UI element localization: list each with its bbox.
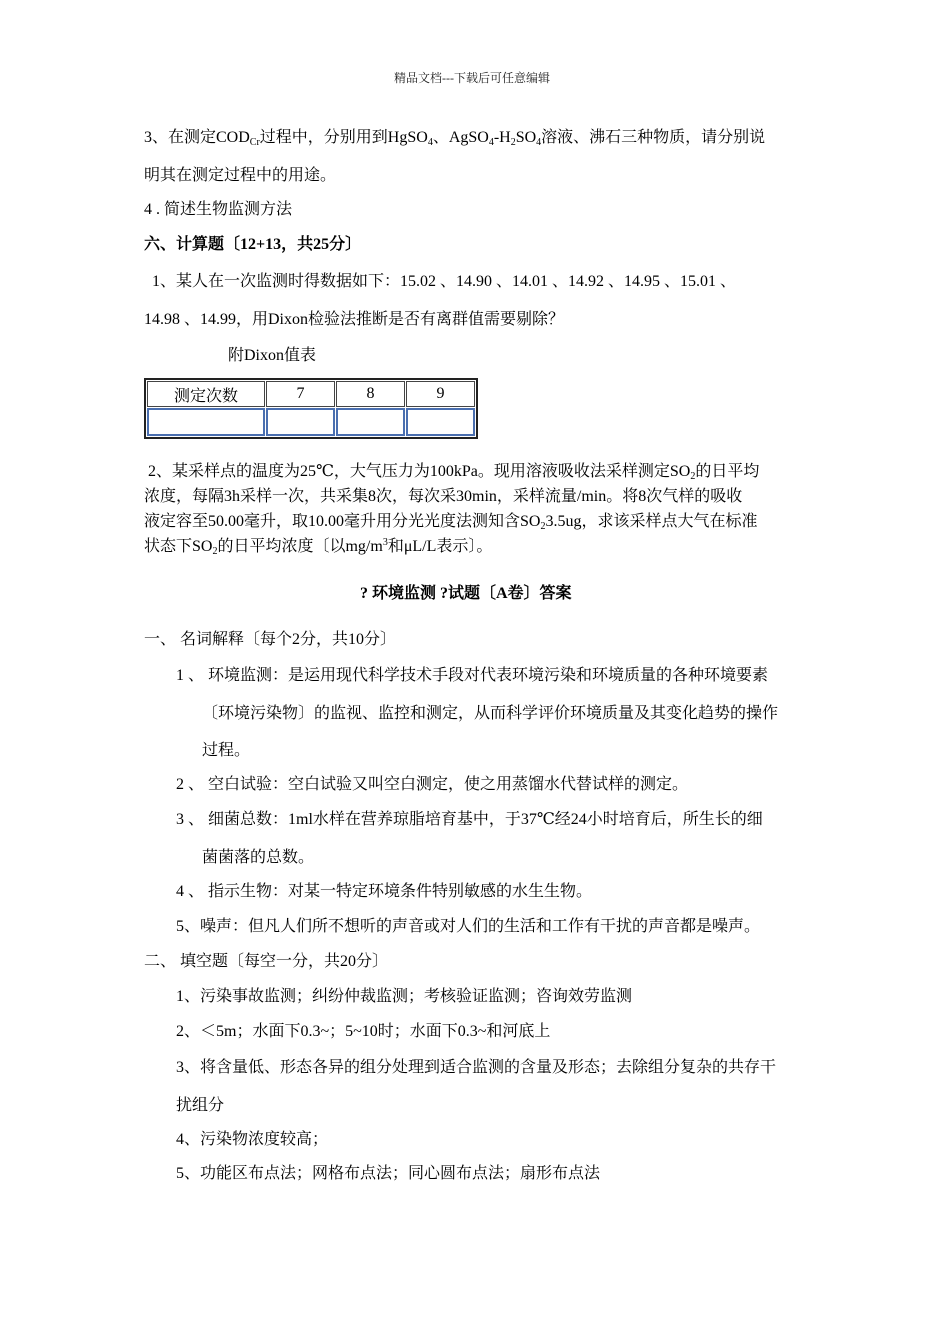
calc-2-l3-b: 3.5ug，求该采样点大气在标准 bbox=[545, 513, 758, 530]
dixon-empty-cell bbox=[406, 408, 475, 436]
answer-section-1-heading: 一、 名词解释〔每个2分，共10分〕 bbox=[144, 631, 397, 648]
calc-2-l4-c: 和μL/L表示〕。 bbox=[387, 538, 493, 555]
dixon-cell-label: 测定次数 bbox=[147, 381, 265, 407]
dixon-table-caption: 附Dixon值表 bbox=[228, 347, 317, 364]
answer-2-item-3-line-1: 3、将含量低、形态各异的组分处理到适合监测的含量及形态；去除组分复杂的共存干 bbox=[176, 1059, 777, 1076]
answer-1-item-3-line-2: 菌菌落的总数。 bbox=[202, 849, 315, 866]
answer-1-item-3-line-1: 3 、 细菌总数：1ml水样在营养琼脂培育基中，于37℃经24小时培育后，所生长的细 bbox=[176, 811, 763, 828]
calc-2-l4-sub: 2 bbox=[212, 546, 218, 557]
answer-title: ? 环境监测 ?试题〔A卷〕答案 bbox=[360, 585, 572, 602]
page-header-watermark: 精品文档---下载后可任意编辑 bbox=[394, 71, 550, 85]
section-6-heading: 六、计算题〔12+13，共25分〕 bbox=[144, 236, 362, 253]
answer-2-item-1: 1、污染事故监测；纠纷仲裁监测；考核验证监测；咨询效劳监测 bbox=[176, 988, 633, 1005]
dixon-empty-cell bbox=[266, 408, 335, 436]
question-3-line-2: 明其在测定过程中的用途。 bbox=[144, 167, 337, 184]
answer-2-item-5: 5、功能区布点法；网格布点法；同心圆布点法；扇形布点法 bbox=[176, 1165, 601, 1182]
answer-2-item-4: 4、污染物浓度较高； bbox=[176, 1131, 329, 1148]
dixon-table-header-row bbox=[147, 381, 475, 407]
question-4: 4 . 简述生物监测方法 bbox=[144, 201, 293, 218]
answer-2-item-2: 2、＜5m；水面下0.3~；5~10时；水面下0.3~和河底上 bbox=[176, 1023, 551, 1040]
dixon-cell-8: 8 bbox=[336, 381, 405, 407]
calc-2-line-4 bbox=[144, 537, 492, 557]
calc-2-l4-a: 状态下SO bbox=[144, 538, 213, 555]
calc-1-line-1: 1、某人在一次监测时得数据如下：15.02 、14.90 、14.01 、14.92 、14.95 、15.01 、 bbox=[152, 273, 737, 290]
answer-1-item-1-line-1: 1 、 环境监测：是运用现代科学技术手段对代表环境污染和环境质量的各种环境要素 bbox=[176, 667, 769, 684]
calc-2-line-2: 浓度，每隔3h采样一次，共采集8次，每次采30min，采样流量/min。将8次气样的吸收 bbox=[144, 488, 743, 505]
answer-section-2-heading: 二、 填空题〔每空一分，共20分〕 bbox=[144, 953, 389, 970]
calc-2-l1-a: 2、某采样点的温度为25℃，大气压力为100kPa。现用溶液吸收法采样测定SO bbox=[148, 463, 691, 480]
calc-2-l4-b: 的日平均浓度〔以mg/m bbox=[217, 538, 383, 555]
dixon-empty-cell bbox=[147, 408, 265, 436]
dixon-table-value-row bbox=[147, 408, 475, 436]
answer-1-item-1-line-3: 过程。 bbox=[202, 742, 251, 759]
q3-text-e: SO bbox=[515, 129, 537, 146]
q3-sub-4c: 4 bbox=[536, 137, 542, 148]
calc-1-line-2: 14.98 、14.99，用Dixon检验法推断是否有离群值需要剔除？ bbox=[144, 311, 565, 328]
dixon-cell-9: 9 bbox=[406, 381, 475, 407]
q3-text-d: -H bbox=[493, 129, 511, 146]
calc-2-line-3 bbox=[144, 512, 757, 532]
answer-1-item-5: 5、噪声：但凡人们所不想听的声音或对人们的生活和工作有干扰的声音都是噪声。 bbox=[176, 918, 761, 935]
dixon-table bbox=[144, 378, 478, 439]
calc-2-l1-b: 的日平均 bbox=[695, 463, 760, 480]
calc-2-l3-a: 液定容至50.00毫升，取10.00毫升用分光光度法测知含SO bbox=[144, 513, 541, 530]
q3-sub-4b: 4 bbox=[488, 137, 494, 148]
q3-text-f: 溶液、沸石三种物质，请分别说 bbox=[541, 129, 766, 146]
answer-2-item-3-line-2: 扰组分 bbox=[176, 1097, 225, 1114]
q3-text-c: 、AgSO bbox=[432, 129, 489, 146]
calc-2-l4-sup: 3 bbox=[382, 537, 388, 548]
calc-2-l1-sub: 2 bbox=[690, 471, 696, 482]
q3-text-a: 3、在测定COD bbox=[144, 129, 250, 146]
answer-1-item-1-line-2: 〔环境污染物〕的监视、监控和测定，从而科学评价环境质量及其变化趋势的操作 bbox=[202, 705, 779, 722]
q3-sub-2: 2 bbox=[510, 137, 516, 148]
question-3-line-1 bbox=[144, 128, 765, 148]
calc-2-line-1 bbox=[148, 462, 759, 482]
calc-2-l3-sub: 2 bbox=[540, 521, 546, 532]
answer-1-item-2: 2 、 空白试验：空白试验又叫空白测定，使之用蒸馏水代替试样的测定。 bbox=[176, 776, 689, 793]
q3-text-b: 过程中，分别用到HgSO bbox=[259, 129, 428, 146]
dixon-empty-cell bbox=[336, 408, 405, 436]
q3-sub-cr: Cr bbox=[249, 137, 260, 148]
dixon-cell-7: 7 bbox=[266, 381, 335, 407]
q3-sub-4a: 4 bbox=[427, 137, 433, 148]
answer-1-item-4: 4 、 指示生物：对某一特定环境条件特别敏感的水生生物。 bbox=[176, 883, 593, 900]
